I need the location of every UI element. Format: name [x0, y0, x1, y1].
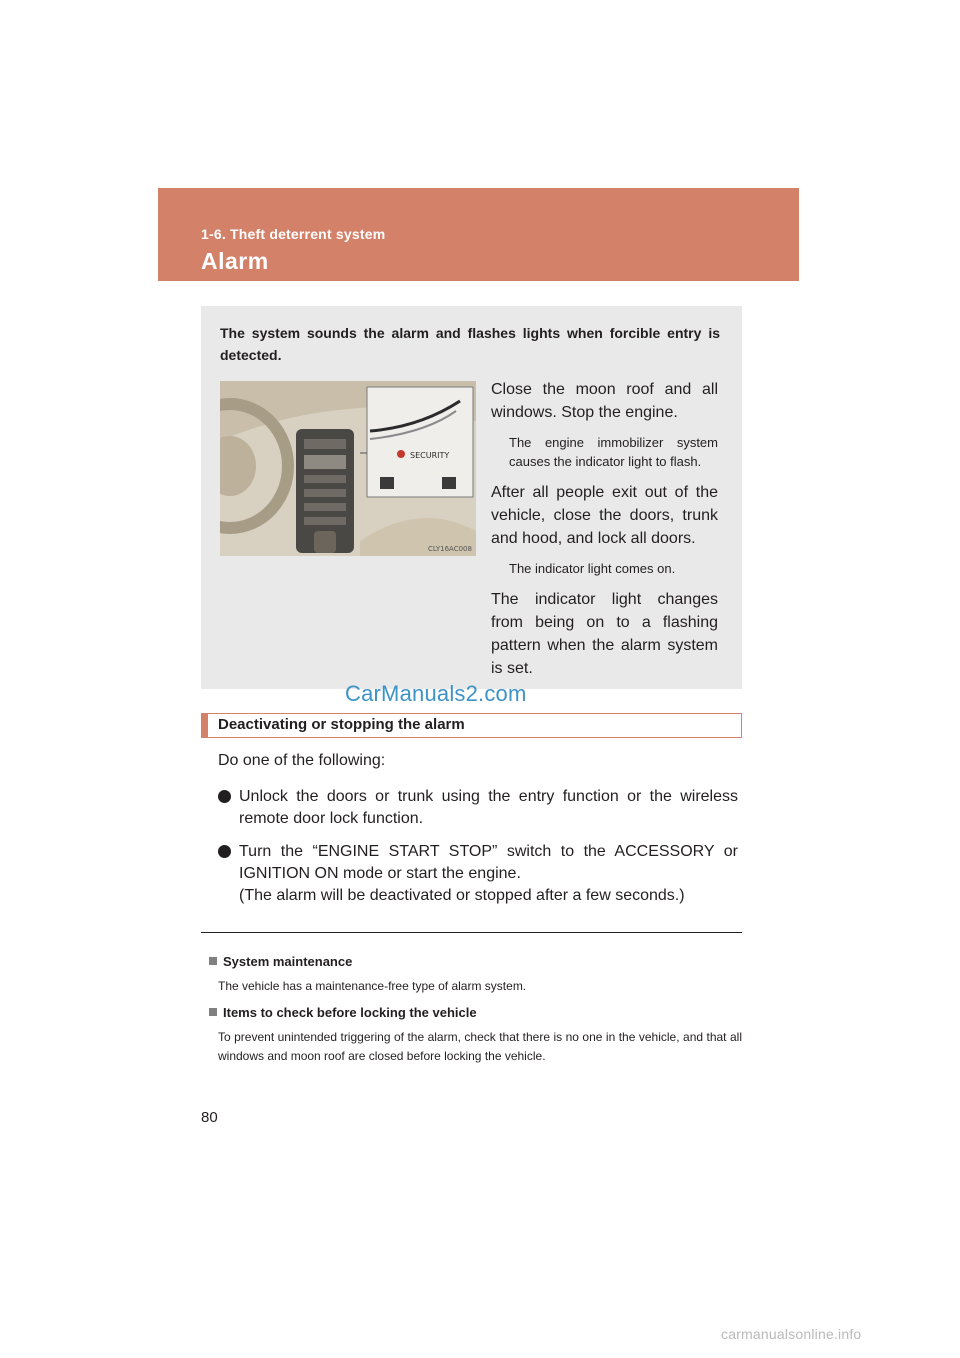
note-items-to-check [209, 1004, 742, 1066]
page-number: 80 [201, 1109, 218, 1126]
note-title: Items to check before locking the vehicle [223, 1005, 477, 1020]
note-title: System maintenance [223, 954, 353, 969]
subhead-bar [201, 713, 742, 738]
step-3-main: The indicator light changes from being on to a flashing pattern when the alarm system is set. [491, 591, 718, 677]
dashboard-figure [220, 381, 476, 556]
dashboard-illustration [220, 381, 476, 556]
note-body: To prevent unintended triggering of the alarm, check that there is no one in the vehicle, and that all windows and moon roof are closed before locking the vehicle. [218, 1030, 742, 1063]
watermark[interactable]: CarManuals2.com [345, 681, 527, 706]
page-title: Alarm [201, 248, 269, 274]
note-body: The vehicle has a maintenance-free type of alarm system. [218, 979, 527, 993]
intro-text: The system sounds the alarm and flashes lights when forcible entry is detected. [220, 325, 720, 363]
bullet-dot-icon [218, 845, 231, 858]
bullet-2 [218, 841, 738, 907]
divider [201, 932, 742, 933]
subhead-accent [202, 714, 208, 737]
bullet-dot-icon [218, 790, 231, 803]
header-band [158, 188, 799, 281]
intro-box [201, 306, 742, 689]
bullet-1 [218, 786, 738, 830]
figure-code: CLY16AC008 [428, 545, 472, 553]
body-lead: Do one of the following: [218, 752, 386, 769]
bullet-2-note: (The alarm will be deactivated or stopped after a few seconds.) [239, 887, 685, 904]
subhead-text: Deactivating or stopping the alarm [218, 716, 465, 733]
steps [491, 378, 718, 689]
bullet-2-text: Turn the “ENGINE START STOP” switch to the ACCESSORY or IGNITION ON mode or start the engine. [239, 843, 738, 882]
step-2-main: After all people exit out of the vehicle, close the doors, trunk and hood, and lock all doors. [491, 484, 718, 547]
step-1-main: Close the moon roof and all windows. Stop the engine. [491, 381, 718, 421]
note-system-maintenance [209, 953, 742, 996]
square-bullet-icon [209, 1008, 217, 1016]
section-label: 1-6. Theft deterrent system [201, 226, 386, 242]
figure-label-security: SECURITY [410, 451, 450, 460]
footer-watermark[interactable]: carmanualsonline.info [721, 1326, 862, 1342]
bullet-1-text: Unlock the doors or trunk using the entry function or the wireless remote door lock function. [239, 788, 738, 827]
square-bullet-icon [209, 957, 217, 965]
step-2-sub: The indicator light comes on. [509, 561, 676, 576]
step-1-sub: The engine immobilizer system causes the indicator light to flash. [509, 435, 718, 469]
